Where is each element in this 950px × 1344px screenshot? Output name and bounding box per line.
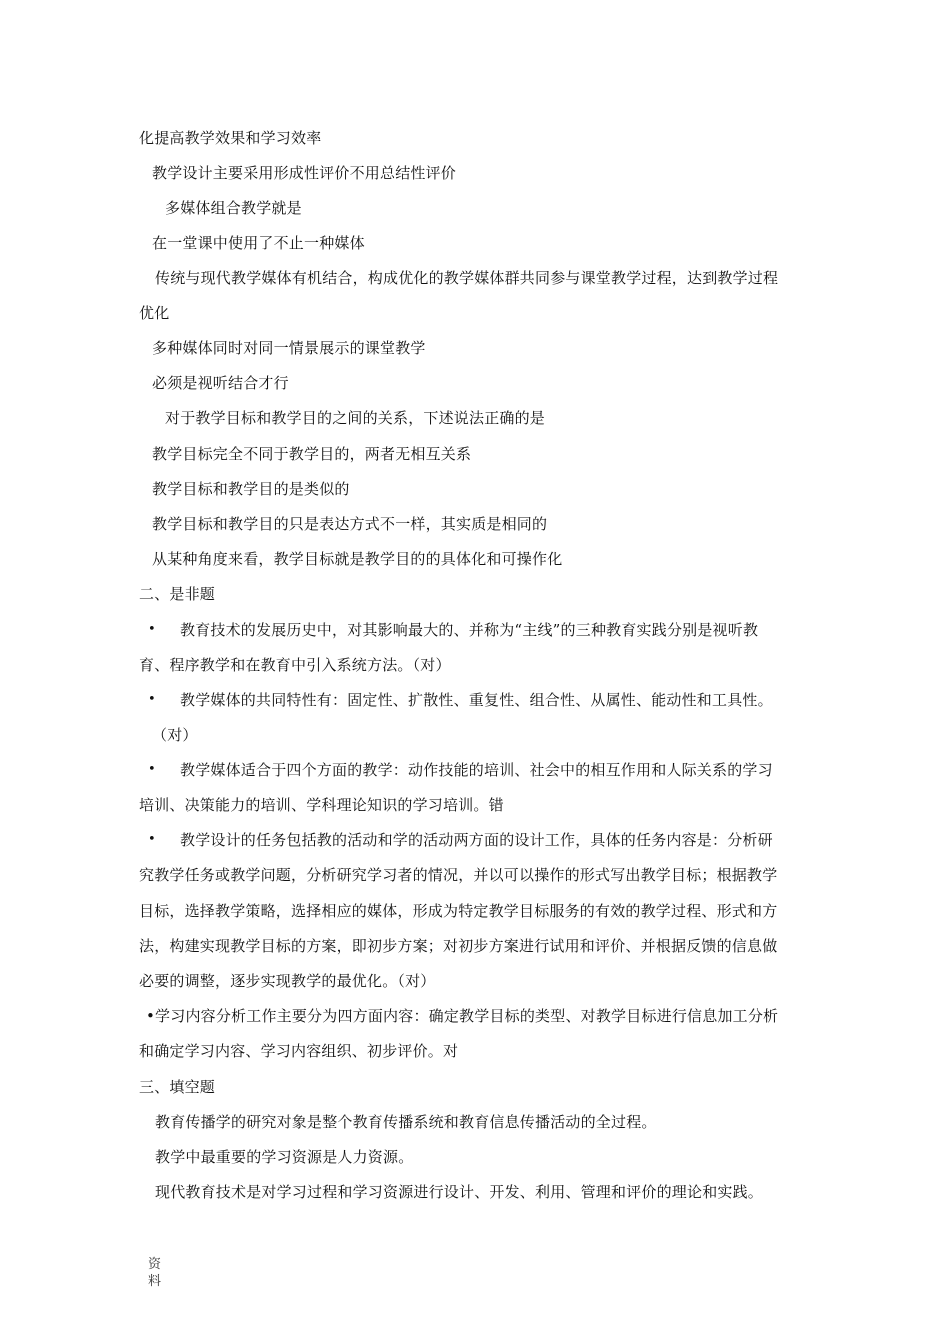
list-item-continued: 培训、决策能力的培训、学科理论知识的学习培训。错 <box>139 796 504 814</box>
fill-blank-item: 教学中最重要的学习资源是人力资源。 <box>155 1148 414 1166</box>
fill-blank-item: 教育传播学的研究对象是整个教育传播系统和教育信息传播活动的全过程。 <box>155 1113 657 1131</box>
section-heading: 二、是非题 <box>139 585 216 603</box>
bullet-icon: • <box>148 692 156 707</box>
list-item-continued: 和确定学习内容、学习内容组织、初步评价。对 <box>139 1042 459 1060</box>
question-option: 教学目标和教学目的是类似的 <box>152 480 350 498</box>
question-option: 必须是视听结合才行 <box>152 374 289 392</box>
list-item-continued: 必要的调整，逐步实现教学的最优化。（对） <box>139 972 436 990</box>
list-item-continued: 究教学任务或教学问题，分析研究学习者的情况，并以可以操作的形式写出教学目标；根据教学 <box>139 866 778 884</box>
question-stem: 对于教学目标和教学目的之间的关系，下述说法正确的是 <box>165 409 546 427</box>
list-item-continued: 目标，选择教学策略，选择相应的媒体，形成为特定教学目标服务的有效的教学过程、形式和方 <box>139 902 778 920</box>
bullet-icon: • <box>148 762 156 777</box>
list-item: 教学设计的任务包括教的活动和学的活动两方面的设计工作，具体的任务内容是：分析研 <box>180 831 773 849</box>
list-item-continued: （对） <box>152 726 198 744</box>
fill-blank-item: 现代教育技术是对学习过程和学习资源进行设计、开发、利用、管理和评价的理论和实践。 <box>155 1183 764 1201</box>
bullet-icon: • <box>148 832 156 847</box>
list-item: 教学媒体的共同特性有：固定性、扩散性、重复性、组合性、从属性、能动性和工具性。 <box>180 691 773 709</box>
text-line: 化提高教学效果和学习效率 <box>139 129 322 147</box>
list-item-continued: 法，构建实现教学目标的方案，即初步方案；对初步方案进行试用和评价、并根据反馈的信息做 <box>139 937 778 955</box>
question-option: 教学目标完全不同于教学目的，两者无相互关系 <box>152 445 472 463</box>
list-item: 教学媒体适合于四个方面的教学：动作技能的培训、社会中的相互作用和人际关系的学习 <box>180 761 773 779</box>
footer-text: 资 <box>148 1257 162 1272</box>
question-option: 从某种角度来看，教学目标就是教学目的的具体化和可操作化 <box>152 550 563 568</box>
list-item: 教育技术的发展历史中，对其影响最大的、并称为“主线”的三种教育实践分别是视听教 <box>180 621 759 639</box>
question-option: 在一堂课中使用了不止一种媒体 <box>152 234 365 252</box>
question-option: 多种媒体同时对同一情景展示的课堂教学 <box>152 339 426 357</box>
question-option: 传统与现代教学媒体有机结合，构成优化的教学媒体群共同参与课堂教学过程，达到教学过程 <box>155 269 779 287</box>
section-heading: 三、填空题 <box>139 1078 216 1096</box>
question-option: 教学目标和教学目的只是表达方式不一样，其实质是相同的 <box>152 515 548 533</box>
question-stem: 多媒体组合教学就是 <box>165 199 302 217</box>
bullet-icon: • <box>148 622 156 637</box>
question-option-continued: 优化 <box>139 304 170 322</box>
footer-text: 料 <box>148 1274 162 1289</box>
list-item: •学习内容分析工作主要分为四方面内容：确定教学目标的类型、对教学目标进行信息加工分析 <box>146 1007 779 1025</box>
list-item-continued: 育、程序教学和在教育中引入系统方法。（对） <box>139 656 451 674</box>
question-statement: 教学设计主要采用形成性评价不用总结性评价 <box>152 164 457 182</box>
